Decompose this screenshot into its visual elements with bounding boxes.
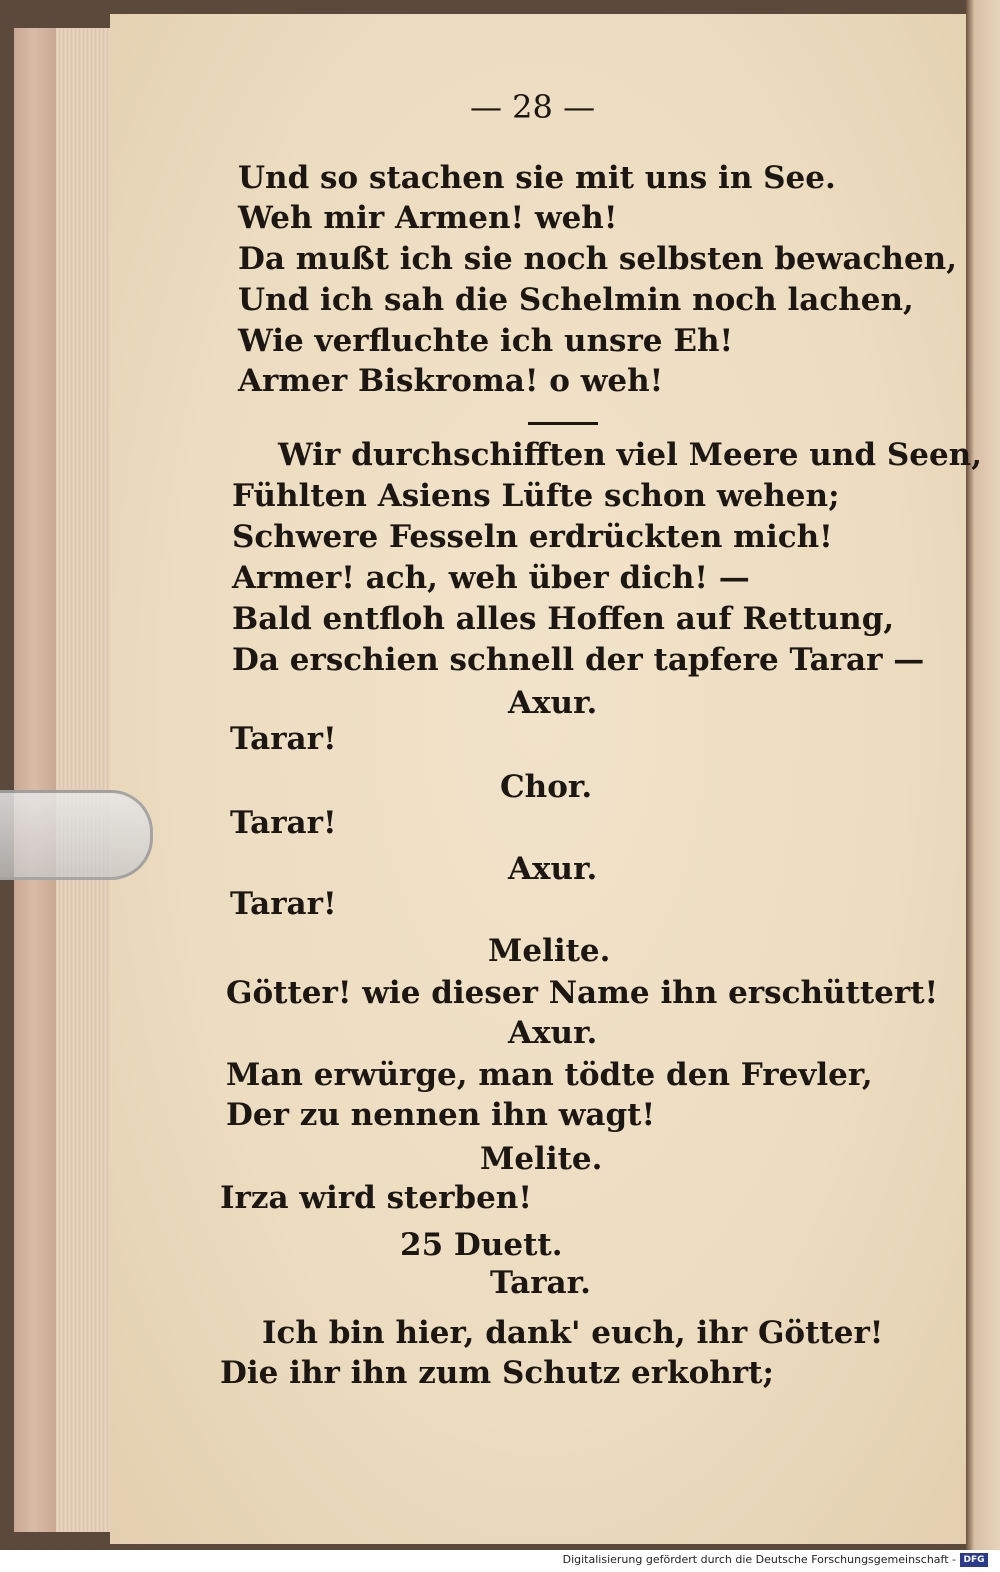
speaker-name: Melite. — [480, 1141, 603, 1177]
dfg-logo: DFG — [960, 1553, 988, 1567]
verse-line: Weh mir Armen! weh! — [238, 200, 618, 236]
verse-line: Armer Biskroma! o weh! — [238, 363, 664, 399]
verse-line: Und ich sah die Schelmin noch lachen, — [238, 282, 914, 318]
verse-line: Armer! ach, weh über dich! — — [232, 560, 750, 596]
spoken-line: Götter! wie dieser Name ihn erschüttert! — [226, 975, 939, 1011]
spoken-line: Tarar! — [230, 886, 337, 922]
verse-line: Bald entfloh alles Hoffen auf Rettung, — [232, 601, 895, 637]
page-number: — 28 — — [470, 88, 596, 126]
verse-line: Da erschien schnell der tapfere Tarar — — [232, 642, 925, 678]
verse-line: Wie verfluchte ich unsre Eh! — [238, 323, 734, 359]
speaker-name: Tarar. — [490, 1265, 591, 1301]
verse-line: Fühlten Asiens Lüfte schon wehen; — [232, 478, 840, 514]
spoken-line: Irza wird sterben! — [220, 1180, 532, 1216]
speaker-name: Melite. — [488, 933, 611, 969]
speaker-name: Axur. — [508, 1015, 598, 1051]
section-heading: 25 Duett. — [400, 1227, 563, 1263]
spoken-line: Tarar! — [230, 721, 337, 757]
verse-line: Wir durchschifften viel Meere und Seen, — [278, 437, 982, 473]
verse-line: Die ihr ihn zum Schutz erkohrt; — [220, 1355, 774, 1391]
speaker-name: Axur. — [508, 685, 598, 721]
verse-line: Da mußt ich sie noch selbsten bewachen, — [238, 241, 958, 277]
verse-line: Schwere Fesseln erdrückten mich! — [232, 519, 833, 555]
verse-line: Ich bin hier, dank' euch, ihr Götter! — [262, 1315, 884, 1351]
page-edges — [56, 28, 118, 1532]
spoken-line: Tarar! — [230, 805, 337, 841]
facing-page-edge — [966, 0, 1000, 1560]
spoken-line: Man erwürge, man tödte den Frevler, — [226, 1057, 873, 1093]
verse-line: Und so stachen sie mit uns in See. — [238, 160, 836, 196]
funding-credit: Digitalisierung gefördert durch die Deutsche Forschungsgemeinschaft - — [562, 1553, 956, 1566]
speaker-name: Axur. — [508, 851, 598, 887]
speaker-name: Chor. — [500, 769, 593, 805]
page-clip — [0, 790, 153, 880]
section-divider — [528, 422, 598, 425]
spoken-line: Der zu nennen ihn wagt! — [226, 1097, 656, 1133]
